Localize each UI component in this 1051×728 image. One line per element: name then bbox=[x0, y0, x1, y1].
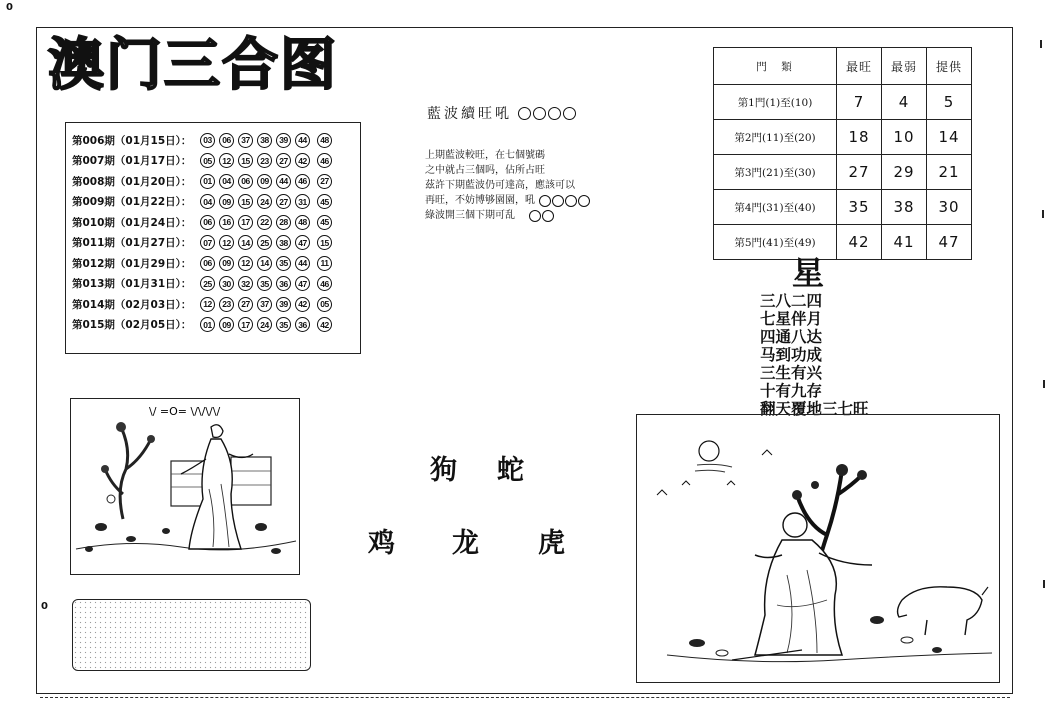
verse-line: 十有九存 bbox=[760, 381, 823, 400]
gate-label: 第2門(11)至(20) bbox=[714, 120, 837, 155]
column-header: 最旺 bbox=[837, 48, 882, 85]
poem-body bbox=[425, 148, 590, 223]
special-number-ball: 11 bbox=[317, 256, 332, 271]
zodiac-snake: 蛇 bbox=[497, 455, 524, 486]
draw-result-row bbox=[72, 294, 360, 315]
number-ball: 04 bbox=[219, 174, 234, 189]
draw-numbers bbox=[200, 153, 336, 168]
number-ball: 12 bbox=[238, 256, 253, 271]
weakest-cell: 29 bbox=[882, 155, 927, 190]
draw-results-box bbox=[65, 122, 361, 354]
edge-mark bbox=[1042, 210, 1044, 218]
gate-label: 第3門(21)至(30) bbox=[714, 155, 837, 190]
number-ball: 39 bbox=[276, 297, 291, 312]
poem-line-text: 之中就占三個吗，佔所占旺 bbox=[425, 165, 545, 176]
number-ball: 31 bbox=[295, 194, 310, 209]
table-row bbox=[714, 120, 972, 155]
zodiac-dog: 狗 bbox=[430, 455, 457, 486]
poem-line bbox=[425, 193, 590, 208]
number-ball: 25 bbox=[257, 235, 272, 250]
verse-line: 七星伴月 bbox=[760, 309, 823, 328]
number-ball: 27 bbox=[276, 194, 291, 209]
circle-icon bbox=[533, 107, 546, 120]
number-ball: 06 bbox=[200, 215, 215, 230]
number-ball: 35 bbox=[257, 276, 272, 291]
gate-label: 第1門(1)至(10) bbox=[714, 85, 837, 120]
number-ball: 35 bbox=[276, 256, 291, 271]
number-ball: 22 bbox=[257, 215, 272, 230]
weakest-cell: 38 bbox=[882, 190, 927, 225]
draw-result-row bbox=[72, 212, 360, 233]
special-number-ball: 42 bbox=[317, 317, 332, 332]
number-ball: 48 bbox=[295, 215, 310, 230]
poem-line bbox=[425, 208, 590, 223]
number-ball: 36 bbox=[276, 276, 291, 291]
number-ball: 09 bbox=[257, 174, 272, 189]
draw-numbers bbox=[200, 215, 336, 230]
number-ball: 39 bbox=[276, 133, 291, 148]
number-ball: 38 bbox=[276, 235, 291, 250]
draw-period-label: 第012期（01月29日）： bbox=[72, 257, 192, 270]
draw-period-label: 第008期（01月20日）： bbox=[72, 175, 192, 188]
draw-result-row bbox=[72, 315, 360, 336]
number-ball: 06 bbox=[200, 256, 215, 271]
number-ball: 05 bbox=[200, 153, 215, 168]
draw-period-label: 第010期（01月24日）： bbox=[72, 216, 192, 229]
draw-period-label: 第011期（01月27日）： bbox=[72, 237, 192, 250]
circle-icon bbox=[542, 210, 554, 222]
circle-icon bbox=[539, 195, 551, 207]
number-ball: 42 bbox=[295, 297, 310, 312]
scholar-illustration bbox=[70, 398, 300, 575]
poem-title bbox=[427, 103, 576, 123]
draw-period-label: 第006期（01月15日）： bbox=[72, 134, 192, 147]
number-ball: 25 bbox=[200, 276, 215, 291]
number-ball: 01 bbox=[200, 174, 215, 189]
number-ball: 15 bbox=[238, 194, 253, 209]
draw-numbers bbox=[200, 276, 336, 291]
number-ball: 23 bbox=[257, 153, 272, 168]
offered-cell: 47 bbox=[927, 225, 972, 260]
number-ball: 09 bbox=[219, 317, 234, 332]
poem-line bbox=[425, 163, 590, 178]
special-number-ball: 45 bbox=[317, 215, 332, 230]
number-ball: 42 bbox=[295, 153, 310, 168]
draw-numbers bbox=[200, 256, 336, 271]
special-number-ball: 45 bbox=[317, 194, 332, 209]
circle-icon bbox=[563, 107, 576, 120]
draw-numbers bbox=[200, 297, 336, 312]
draw-result-row bbox=[72, 151, 360, 172]
column-header: 提供 bbox=[927, 48, 972, 85]
number-ball: 44 bbox=[276, 174, 291, 189]
circle-icon bbox=[548, 107, 561, 120]
table-row bbox=[714, 85, 972, 120]
verse-line: 四通八达 bbox=[760, 327, 823, 346]
hottest-cell: 18 bbox=[837, 120, 882, 155]
number-ball: 23 bbox=[219, 297, 234, 312]
blank-dotted-box bbox=[72, 599, 311, 671]
weakest-cell: 10 bbox=[882, 120, 927, 155]
draw-result-row bbox=[72, 233, 360, 254]
star-verse bbox=[760, 292, 869, 418]
edge-mark bbox=[1043, 580, 1045, 588]
number-ball: 37 bbox=[257, 297, 272, 312]
number-ball: 06 bbox=[238, 174, 253, 189]
bottom-rule bbox=[40, 697, 1010, 698]
number-ball: 12 bbox=[200, 297, 215, 312]
zodiac-dragon: 龙 bbox=[452, 528, 479, 559]
offered-cell: 5 bbox=[927, 85, 972, 120]
number-ball: 12 bbox=[219, 235, 234, 250]
circle-icon bbox=[565, 195, 577, 207]
number-ball: 09 bbox=[219, 194, 234, 209]
poem-line-text: 上期藍波較旺，在七個號碼 bbox=[425, 150, 545, 161]
circle-icon bbox=[529, 210, 541, 222]
number-ball: 17 bbox=[238, 317, 253, 332]
circle-icon bbox=[518, 107, 531, 120]
number-ball: 37 bbox=[238, 133, 253, 148]
poem-title-text: 藍波續旺吼 bbox=[427, 106, 512, 122]
number-ball: 47 bbox=[295, 235, 310, 250]
special-number-ball: 48 bbox=[317, 133, 332, 148]
number-ball: 16 bbox=[219, 215, 234, 230]
zodiac-tiger: 虎 bbox=[538, 528, 565, 559]
circle-icon bbox=[578, 195, 590, 207]
corner-mark-bottom: 0 bbox=[41, 601, 48, 612]
poem-line bbox=[425, 148, 590, 163]
number-ball: 04 bbox=[200, 194, 215, 209]
corner-mark-top: 0 bbox=[6, 2, 13, 13]
circle-icon bbox=[552, 195, 564, 207]
number-ball: 46 bbox=[295, 174, 310, 189]
draw-period-label: 第013期（01月31日）： bbox=[72, 278, 192, 291]
table-header-row bbox=[714, 48, 972, 85]
number-ball: 09 bbox=[219, 256, 234, 271]
poem-line bbox=[425, 178, 590, 193]
draw-numbers bbox=[200, 235, 336, 250]
number-ball: 01 bbox=[200, 317, 215, 332]
table-row bbox=[714, 225, 972, 260]
number-ball: 14 bbox=[257, 256, 272, 271]
draw-period-label: 第009期（01月22日）： bbox=[72, 196, 192, 209]
offered-cell: 14 bbox=[927, 120, 972, 155]
draw-numbers bbox=[200, 317, 336, 332]
poem-line-text: 茲許下期藍波仍可達高，應該可以 bbox=[425, 180, 575, 191]
column-header: 門 類 bbox=[714, 48, 837, 85]
table-row bbox=[714, 155, 972, 190]
verse-line: 马到功成 bbox=[760, 345, 823, 364]
page-title: 澳门三合图 bbox=[48, 33, 338, 98]
table-row bbox=[714, 190, 972, 225]
number-ball: 30 bbox=[219, 276, 234, 291]
draw-result-row bbox=[72, 274, 360, 295]
edge-mark bbox=[1043, 380, 1045, 388]
hottest-cell: 27 bbox=[837, 155, 882, 190]
gate-label: 第5門(41)至(49) bbox=[714, 225, 837, 260]
monk-illustration bbox=[636, 414, 1000, 683]
number-ball: 07 bbox=[200, 235, 215, 250]
poem-line-text: 再旺，不妨博够園園，吼 bbox=[425, 195, 535, 206]
number-ball: 44 bbox=[295, 133, 310, 148]
special-number-ball: 05 bbox=[317, 297, 332, 312]
number-ball: 32 bbox=[238, 276, 253, 291]
draw-result-row bbox=[72, 192, 360, 213]
special-number-ball: 27 bbox=[317, 174, 332, 189]
number-ball: 12 bbox=[219, 153, 234, 168]
verse-line: 三生有兴 bbox=[760, 363, 823, 382]
draw-numbers bbox=[200, 194, 336, 209]
poem-line-text: 綠波開三個下期可乱 bbox=[425, 210, 515, 221]
draw-result-row bbox=[72, 130, 360, 151]
draw-period-label: 第014期（02月03日）： bbox=[72, 298, 192, 311]
draw-numbers bbox=[200, 133, 336, 148]
hottest-cell: 42 bbox=[837, 225, 882, 260]
weakest-cell: 41 bbox=[882, 225, 927, 260]
gate-label: 第4門(31)至(40) bbox=[714, 190, 837, 225]
number-ball: 24 bbox=[257, 317, 272, 332]
verse-line: 翻天覆地三七旺 bbox=[760, 399, 869, 418]
number-ball: 06 bbox=[219, 133, 234, 148]
draw-result-row bbox=[72, 171, 360, 192]
number-ball: 24 bbox=[257, 194, 272, 209]
star-title: 星 bbox=[792, 254, 825, 292]
offered-cell: 21 bbox=[927, 155, 972, 190]
gate-stats-table bbox=[713, 47, 972, 260]
number-ball: 27 bbox=[238, 297, 253, 312]
number-ball: 44 bbox=[295, 256, 310, 271]
hottest-cell: 35 bbox=[837, 190, 882, 225]
draw-numbers bbox=[200, 174, 336, 189]
draw-period-label: 第007期（01月17日）： bbox=[72, 155, 192, 168]
zodiac-rooster: 鸡 bbox=[368, 528, 395, 559]
number-ball: 47 bbox=[295, 276, 310, 291]
number-ball: 15 bbox=[238, 153, 253, 168]
number-ball: 03 bbox=[200, 133, 215, 148]
verse-line: 三八二四 bbox=[760, 291, 823, 310]
hottest-cell: 7 bbox=[837, 85, 882, 120]
column-header: 最弱 bbox=[882, 48, 927, 85]
number-ball: 35 bbox=[276, 317, 291, 332]
draw-result-row bbox=[72, 253, 360, 274]
weakest-cell: 4 bbox=[882, 85, 927, 120]
number-ball: 38 bbox=[257, 133, 272, 148]
draw-period-label: 第015期（02月05日）： bbox=[72, 319, 192, 332]
number-ball: 14 bbox=[238, 235, 253, 250]
illustration-caption: \/ =O= \/\/\/\/ bbox=[149, 405, 221, 418]
number-ball: 28 bbox=[276, 215, 291, 230]
number-ball: 27 bbox=[276, 153, 291, 168]
number-ball: 36 bbox=[295, 317, 310, 332]
special-number-ball: 46 bbox=[317, 153, 332, 168]
special-number-ball: 15 bbox=[317, 235, 332, 250]
offered-cell: 30 bbox=[927, 190, 972, 225]
number-ball: 17 bbox=[238, 215, 253, 230]
special-number-ball: 46 bbox=[317, 276, 332, 291]
edge-mark bbox=[1040, 40, 1042, 48]
